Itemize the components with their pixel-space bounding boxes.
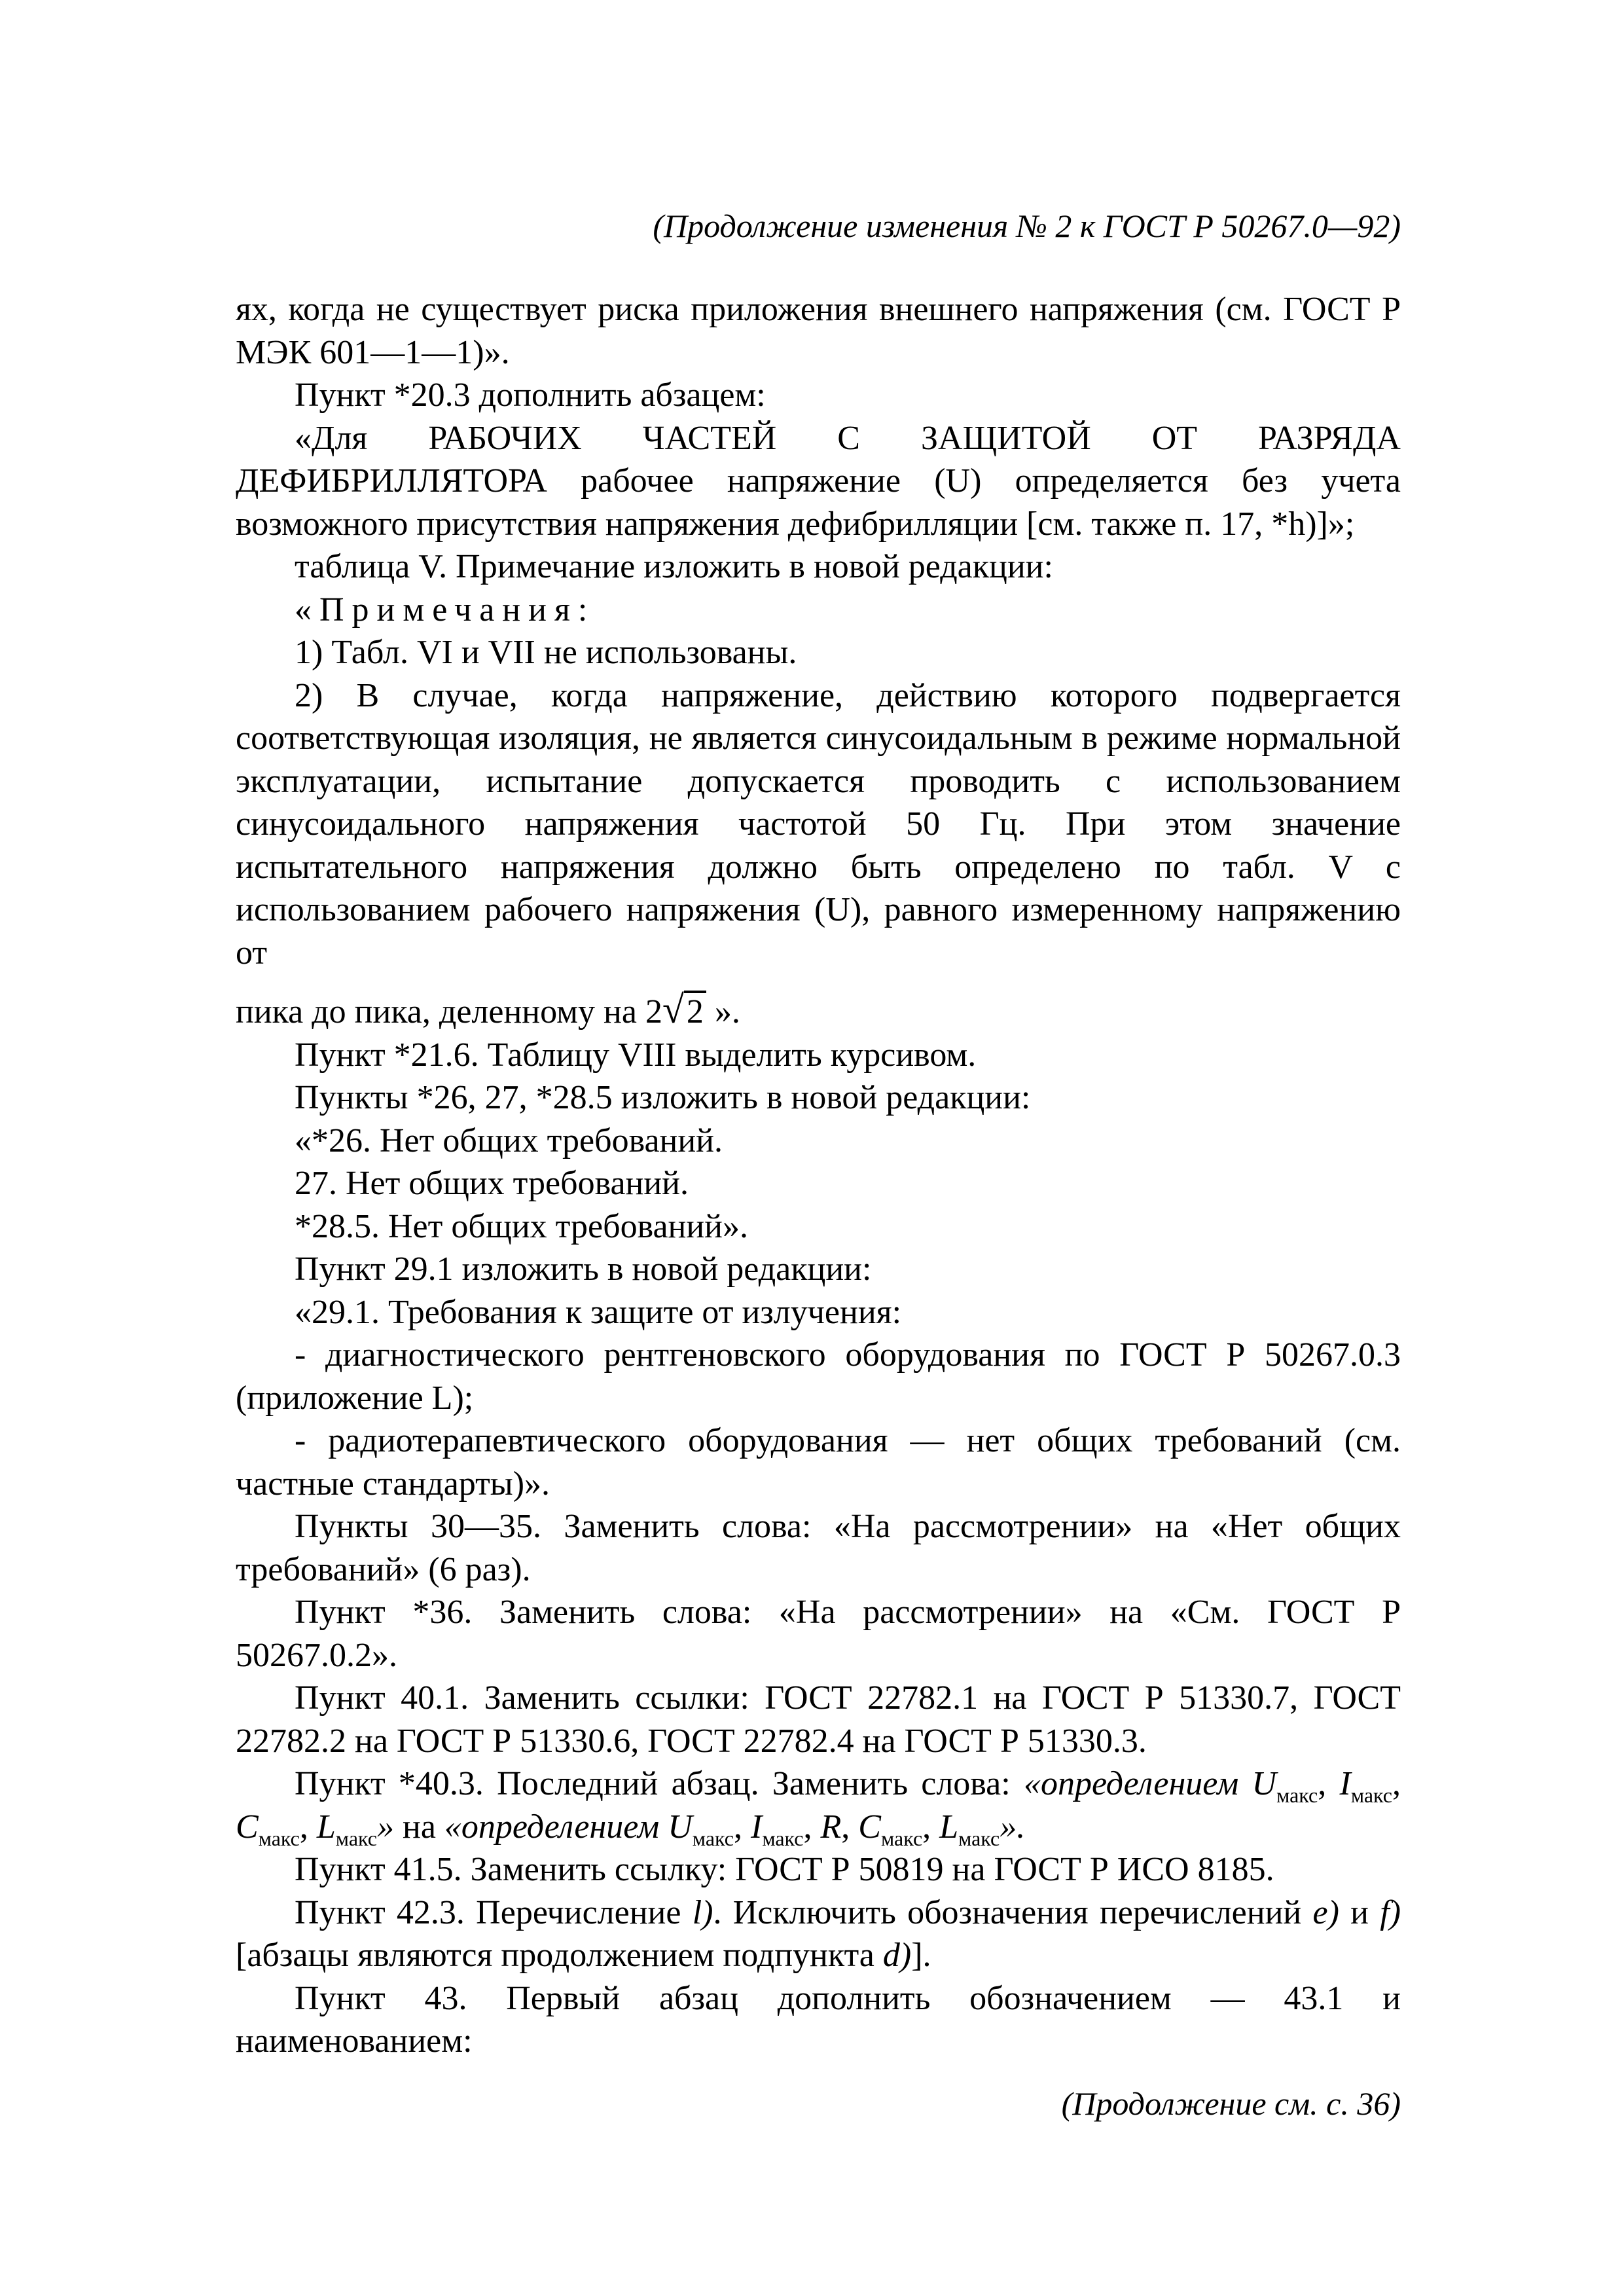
paragraph: ях, когда не существует риска приложения внешнего напряжения (см. ГОСТ Р МЭК 601—1—1)».	[236, 291, 1401, 371]
paragraph: «29.1. Требования к защите от излучения:	[295, 1293, 902, 1331]
sqrt-symbol: √	[662, 988, 684, 1031]
paragraph: - радиотерапевтического оборудования — нет общих требований (см. частные стандарты)».	[236, 1422, 1401, 1503]
math-coefficient: 2	[645, 993, 662, 1030]
continuation-footer: (Продолжение см. с. 36)	[1061, 2085, 1401, 2122]
paragraph: таблица V. Примечание изложить в новой редакции:	[295, 548, 1053, 585]
paragraph: Пункт *21.6. Таблицу VIII выделить курсивом.	[295, 1036, 977, 1074]
running-header: (Продолжение изменения № 2 к ГОСТ Р 50267.0—92)	[653, 208, 1401, 244]
paragraph: Пункт *36. Заменить слова: «На рассмотрении» на «См. ГОСТ Р 50267.0.2».	[236, 1594, 1401, 1674]
paragraph: Пункт 40.1. Заменить ссылки: ГОСТ 22782.1 на ГОСТ Р 51330.7, ГОСТ 22782.2 на ГОСТ Р 51330.6, ГОСТ 22782.4 на ГОСТ Р 51330.3.	[236, 1679, 1401, 1760]
paragraph: «*26. Нет общих требований.	[295, 1121, 723, 1159]
paragraph: Пункт *20.3 дополнить абзацем:	[295, 376, 766, 414]
paragraph-formula: Пункт *40.3. Последний абзац. Заменить слова: «определением $U_{макс}$, $I_{макс}$, $C_{макс}$, $L_{макс}$» на «определением $U_{макс}$, $I_{макс}$, R, $C_{макс}$, $L_{макс}$».	[236, 1765, 1401, 1850]
paragraph: 2) В случае, когда напряжение, действию которого подвергается соответствующая изоляция, не является синусоидальным в режиме нормальной эксплуатации, испытание допускается проводить с использованием синусоидального напряжения частотой 50 Гц. При этом значение испытательного напряжения должно быть определено по табл. V с использованием рабочего напряжения (U), равного измеренному напряжению от	[236, 676, 1401, 972]
paragraph: *28.5. Нет общих требований».	[295, 1207, 749, 1245]
paragraph: Пункты *26, 27, *28.5 изложить в новой редакции:	[295, 1079, 1031, 1116]
paragraph: Пункт 29.1 изложить в новой редакции:	[295, 1250, 872, 1288]
paragraph: Пункты 30—35. Заменить слова: «На рассмотрении» на «Нет общих требований» (6 раз).	[236, 1508, 1401, 1588]
radicand: 2	[684, 991, 706, 1030]
paragraph: Пункт 43. Первый абзац дополнить обозначением — 43.1 и наименованием:	[236, 1979, 1401, 2060]
paragraph: Пункт 41.5. Заменить ссылку: ГОСТ Р 50819 на ГОСТ Р ИСО 8185.	[295, 1851, 1274, 1888]
paragraph: «Для РАБОЧИХ ЧАСТЕЙ С ЗАЩИТОЙ ОТ РАЗРЯДА ДЕФИБРИЛЛЯТОРА рабочее напряжение (U) определяется без учета возможного присутствия напряжения дефибрилляции [см. также п. 17, *h)]»;	[236, 419, 1401, 543]
paragraph-sqrt: пика до пика, деленному на 2√2 ».	[236, 988, 740, 1031]
document-body	[236, 288, 1401, 2063]
notes-heading: «Примечания:	[295, 591, 596, 629]
paragraph-enum: Пункт 42.3. Перечисление l). Исключить обозначения перечислений e) и f) [абзацы являются продолжением подпункта d)].	[236, 1893, 1401, 1974]
paragraph: - диагностического рентгеновского оборудования по ГОСТ Р 50267.0.3 (приложение L);	[236, 1336, 1401, 1417]
paragraph: 27. Нет общих требований.	[295, 1165, 689, 1202]
paragraph: 1) Табл. VI и VII не использованы.	[295, 634, 797, 671]
